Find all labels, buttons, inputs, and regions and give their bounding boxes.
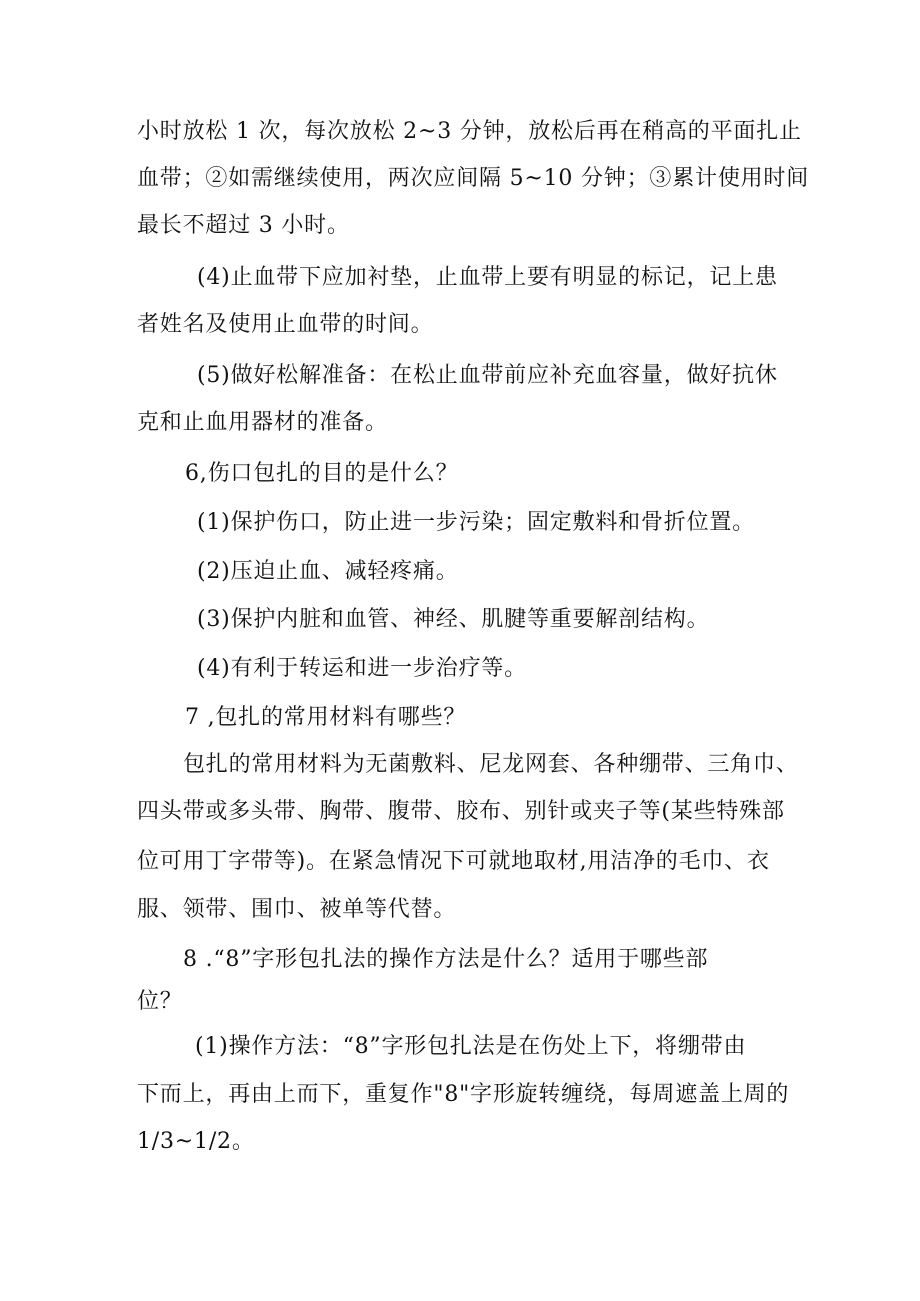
text-line: 小时放松 1 次，每次放松 2~3 分钟，放松后再在稍高的平面扎止 <box>137 119 802 144</box>
text-line: 下而上，再由上而下，重复作"8"字形旋转缠绕，每周遮盖上周的 <box>137 1082 790 1107</box>
text-line: (1)操作方法：“8”字形包扎法是在伤处上下，将绷带由 <box>195 1034 747 1059</box>
text-line: 血带；②如需继续使用，两次应间隔 5~10 分钟；③累计使用时间 <box>137 166 810 191</box>
list-item: (4)有利于转运和进一步治疗等。 <box>197 656 527 681</box>
text-line: 克和止血用器材的准备。 <box>137 410 388 435</box>
text-line: (4)止血带下应加衬垫，止血带上要有明显的标记，记上患 <box>197 265 778 290</box>
text-line: 四头带或多头带、胸带、腹带、胶布、别针或夹子等(某些特殊部 <box>137 799 785 824</box>
question-heading: 7 ,包扎的常用材料有哪些？ <box>185 705 467 730</box>
question-heading: 位？ <box>137 989 183 1014</box>
text-line: 服、领带、围巾、被单等代替。 <box>137 897 457 922</box>
list-item: (2)压迫止血、减轻疼痛。 <box>197 559 459 584</box>
list-item: (1)保护伤口，防止进一步污染；固定敷料和骨折位置。 <box>197 510 755 535</box>
question-heading: 6,伤口包扎的目的是什么？ <box>185 461 459 486</box>
text-line: 位可用丁字带等)。在紧急情况下可就地取材,用洁净的毛巾、衣 <box>137 849 770 874</box>
text-line: (5)做好松解准备：在松止血带前应补充血容量，做好抗休 <box>197 363 778 388</box>
text-line: 者姓名及使用止血带的时间。 <box>137 312 434 337</box>
text-line: 最长不超过 3 小时。 <box>137 213 350 238</box>
list-item: (3)保护内脏和血管、神经、肌腱等重要解剖结构。 <box>197 607 710 632</box>
text-line: 包扎的常用材料为无菌敷料、尼龙网套、各种绷带、三角巾、 <box>183 752 799 777</box>
text-line: 1/3~1/2。 <box>137 1129 255 1154</box>
question-heading: 8 .“8”字形包扎法的操作方法是什么？适用于哪些部 <box>183 947 709 972</box>
